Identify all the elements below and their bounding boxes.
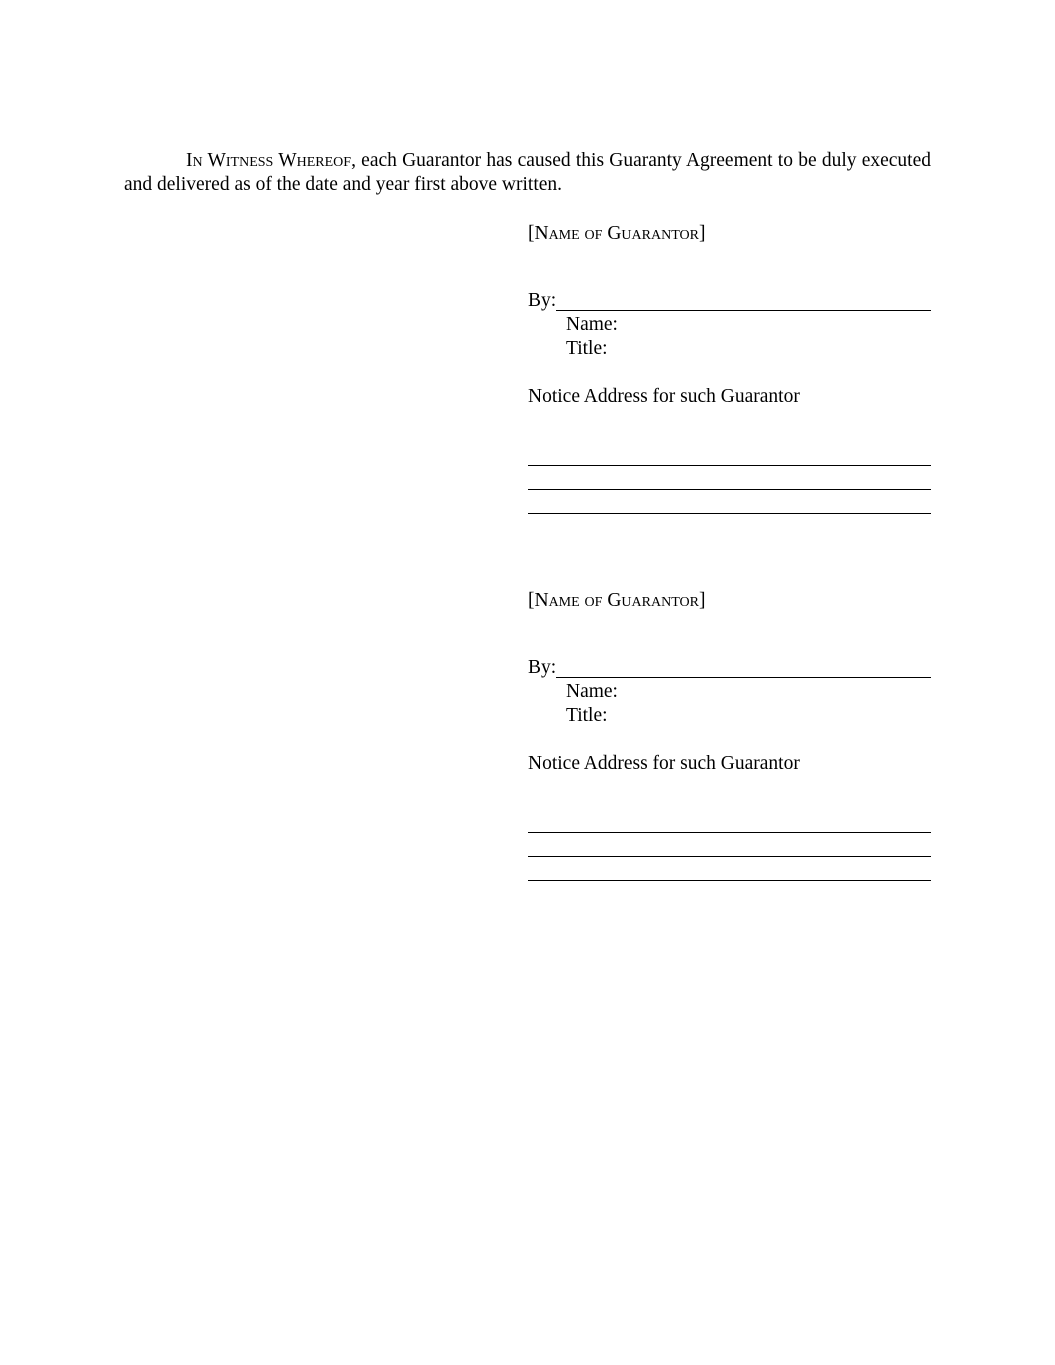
signature-line[interactable] — [556, 658, 931, 678]
address-line-1[interactable] — [528, 465, 931, 466]
name-label: Name: — [566, 314, 618, 335]
address-line-2[interactable] — [528, 856, 931, 857]
title-label: Title: — [566, 338, 608, 359]
title-label: Title: — [566, 705, 608, 726]
by-signature-row — [528, 289, 931, 313]
notice-address-label: Notice Address for such Guarantor — [528, 386, 800, 407]
by-label: By: — [528, 657, 557, 678]
by-label: By: — [528, 290, 557, 311]
name-label: Name: — [566, 681, 618, 702]
address-line-3[interactable] — [528, 880, 931, 881]
witness-paragraph — [124, 149, 931, 197]
witness-text: , each Guarantor has caused this Guaranty Agreement to be duly executed and delivered as of the date and year first above written. — [124, 150, 931, 195]
address-line-1[interactable] — [528, 832, 931, 833]
address-line-2[interactable] — [528, 489, 931, 490]
by-signature-row — [528, 656, 931, 680]
signature-line[interactable] — [556, 291, 931, 311]
guarantor-name-placeholder: [Name of Guarantor] — [528, 223, 706, 244]
guarantor-name-placeholder: [Name of Guarantor] — [528, 590, 706, 611]
notice-address-label: Notice Address for such Guarantor — [528, 753, 800, 774]
address-line-3[interactable] — [528, 513, 931, 514]
witness-lead: In Witness Whereof — [186, 150, 352, 171]
